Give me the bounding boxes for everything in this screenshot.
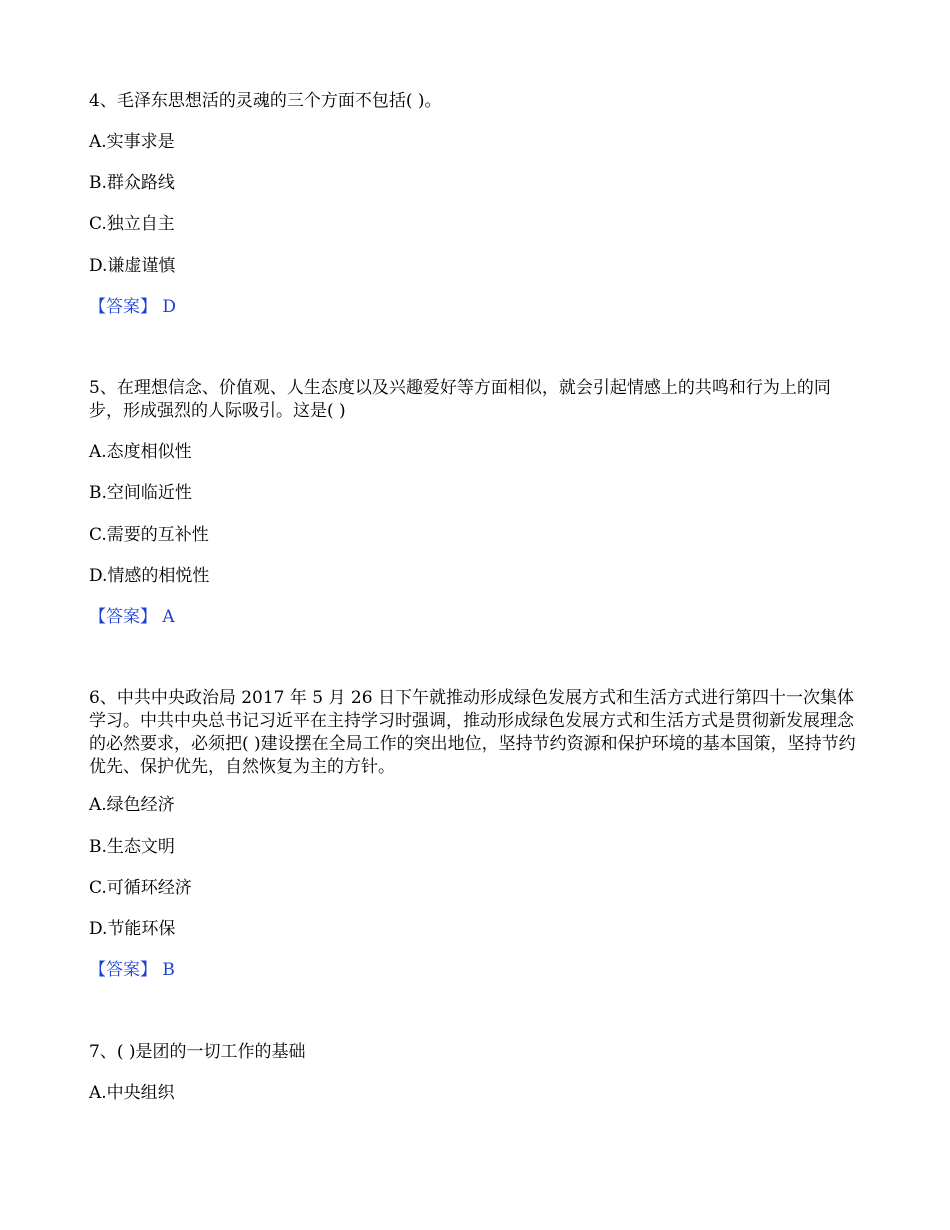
question-4-text: 4、毛泽东思想活的灵魂的三个方面不包括( )。 (89, 91, 442, 111)
question-4-option-a: A.实事求是 (89, 132, 175, 152)
question-5-answer: 【答案】 A (89, 607, 175, 627)
question-5-text: 5、在理想信念、价值观、人生态度以及兴趣爱好等方面相似，就会引起情感上的共鸣和行为上的同步，形成强烈的人际吸引。这是( ) (89, 378, 831, 421)
question-5-option-b: B.空间临近性 (89, 483, 192, 503)
question-6-option-b: B.生态文明 (89, 837, 175, 857)
question-6-option-a: A.绿色经济 (89, 795, 175, 815)
question-5-option-a: A.态度相似性 (89, 442, 192, 462)
question-6-option-c: C.可循环经济 (89, 878, 192, 898)
question-7-option-a: A.中央组织 (89, 1083, 175, 1103)
question-5-option-c: C.需要的互补性 (89, 525, 209, 545)
question-6-option-d: D.节能环保 (89, 919, 176, 939)
question-6-text: 6、中共中央政治局 2017 年 5 月 26 日下午就推动形成绿色发展方式和生活方式进行第四十一次集体学习。中共中央总书记习近平在主持学习时强调，推动形成绿色发展方式和生活方式是贯彻新发展理念的必然要求，必须把( )建设摆在全局工作的突出地位，坚持节约资源和保护环境的基本国策，坚持节约优先、保护优先，自然恢复为主的方针。 (89, 688, 856, 777)
question-7-text: 7、( )是团的一切工作的基础 (89, 1042, 306, 1062)
question-4-option-b: B.群众路线 (89, 173, 175, 193)
question-6-answer: 【答案】 B (89, 960, 175, 980)
question-4-option-d: D.谦虚谨慎 (89, 256, 176, 276)
question-5-option-d: D.情感的相悦性 (89, 566, 210, 586)
question-4-answer: 【答案】 D (89, 297, 177, 317)
question-4-option-c: C.独立自主 (89, 214, 175, 234)
